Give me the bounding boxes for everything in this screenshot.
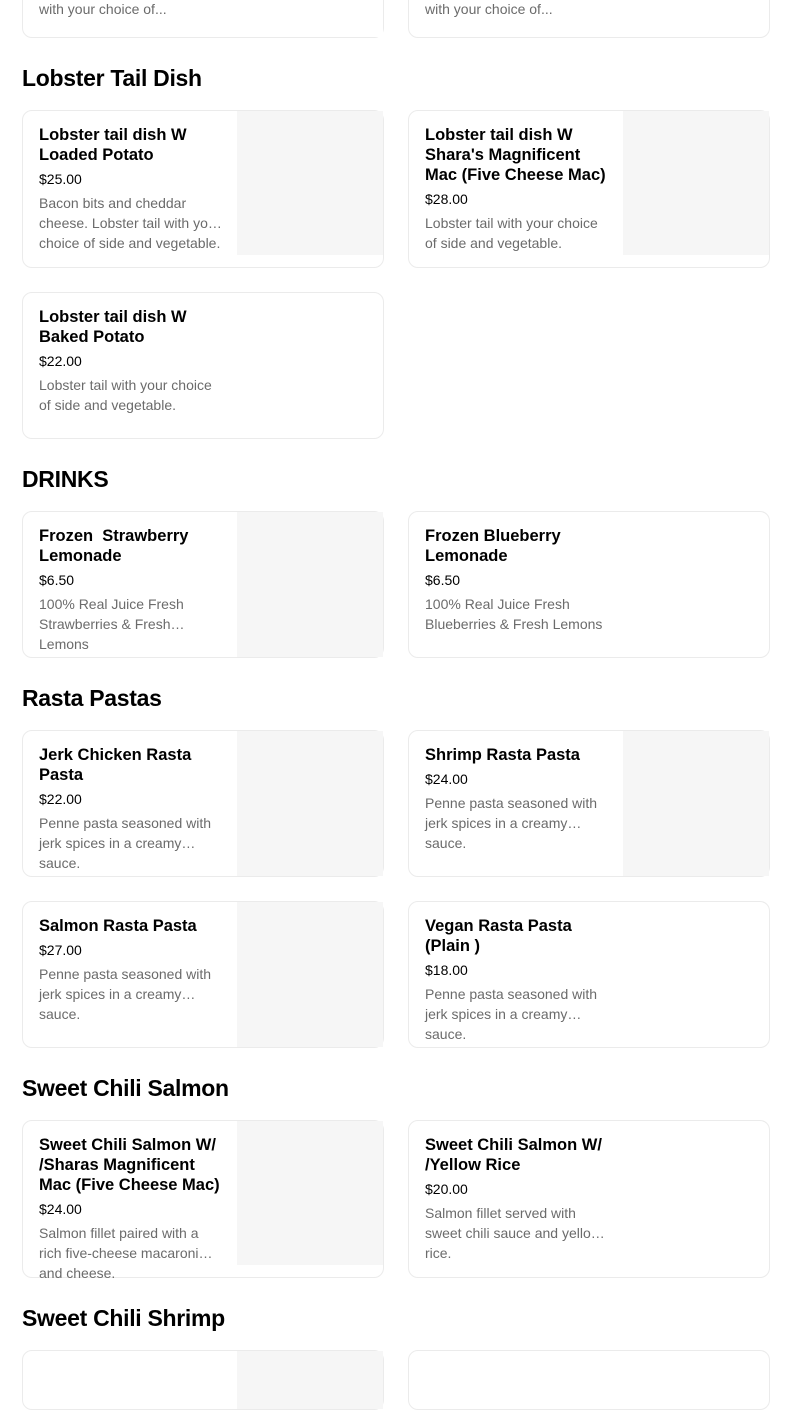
menu-item-card[interactable] xyxy=(22,1350,384,1410)
item-name: Shrimp Rasta Pasta xyxy=(425,746,580,764)
item-name: Lobster tail dish W Baked Potato xyxy=(39,308,192,346)
item-price: $24.00 xyxy=(425,771,468,787)
menu-item-card[interactable] xyxy=(22,511,384,658)
item-description: Penne pasta seasoned with jerk spices in a creamy sauce. xyxy=(425,795,598,851)
item-name: Lobster tail dish W Shara's Magnificent Mac (Five Cheese Mac) xyxy=(425,126,606,184)
item-image xyxy=(237,0,383,37)
item-description: 100% Real Juice Fresh Strawberries & Fresh Lemons xyxy=(39,596,184,652)
item-description: Penne pasta seasoned with jerk spices in a creamy sauce. xyxy=(39,815,212,871)
item-price: $6.50 xyxy=(425,572,461,588)
item-image xyxy=(237,902,383,1047)
item-price: $22.00 xyxy=(39,791,82,807)
section-title: Sweet Chili Salmon xyxy=(22,1075,229,1101)
item-price: $24.00 xyxy=(39,1201,82,1217)
item-image xyxy=(623,111,769,255)
item-description: 100% Real Juice Fresh Blueberries & Fresh Lemons xyxy=(425,596,603,632)
item-description: Lobster tail with your choice of side and vegetable. xyxy=(39,377,212,413)
item-description: Bacon bits and cheddar cheese. Lobster tail with your choice of side and vegetable. xyxy=(39,195,221,251)
menu-item-card[interactable] xyxy=(22,730,384,877)
item-description: with your choice of... xyxy=(39,1,167,17)
menu-item-card[interactable] xyxy=(22,292,384,439)
section-title: Rasta Pastas xyxy=(22,685,162,711)
menu-item-card[interactable] xyxy=(22,0,384,38)
item-description: Penne pasta seasoned with jerk spices in a creamy sauce. xyxy=(39,966,212,1022)
item-description: with your choice of... xyxy=(425,1,553,17)
item-description: Penne pasta seasoned with jerk spices in a creamy sauce. xyxy=(425,986,598,1042)
item-name: Sweet Chili Salmon W/ /Sharas Magnificent Mac (Five Cheese Mac) xyxy=(39,1136,221,1194)
item-image xyxy=(237,1351,383,1409)
item-name: Frozen Blueberry Lemonade xyxy=(425,527,566,565)
item-description: Lobster tail with your choice of side and vegetable. xyxy=(425,215,598,251)
menu-item-card[interactable] xyxy=(408,730,770,877)
menu-item-card[interactable] xyxy=(408,0,770,38)
section-title: Lobster Tail Dish xyxy=(22,65,202,91)
menu-item-card[interactable] xyxy=(22,110,384,268)
item-name: Jerk Chicken Rasta Pasta xyxy=(39,746,196,784)
section-title: DRINKS xyxy=(22,466,109,492)
menu-item-card[interactable] xyxy=(408,901,770,1048)
item-price: $25.00 xyxy=(39,171,82,187)
item-image xyxy=(237,731,383,876)
menu-item-card[interactable] xyxy=(22,1120,384,1281)
menu-item-card[interactable] xyxy=(408,110,770,268)
item-name: Vegan Rasta Pasta (Plain ) xyxy=(425,917,577,955)
item-image xyxy=(237,512,383,657)
item-name: Frozen Strawberry Lemonade xyxy=(39,527,194,565)
menu-item-card[interactable] xyxy=(408,511,770,658)
item-name: Salmon Rasta Pasta xyxy=(39,917,197,935)
item-image xyxy=(237,111,383,255)
menu-item-card[interactable] xyxy=(22,901,384,1048)
menu-item-card[interactable] xyxy=(408,1350,770,1410)
item-image xyxy=(623,731,769,876)
item-price: $22.00 xyxy=(39,353,82,369)
item-price: $6.50 xyxy=(39,572,75,588)
item-price: $27.00 xyxy=(39,942,82,958)
item-description: Salmon fillet served with sweet chili sauce and yellow rice. xyxy=(425,1205,601,1261)
menu-item-card[interactable] xyxy=(408,1120,770,1278)
item-price: $18.00 xyxy=(425,962,468,978)
item-price: $20.00 xyxy=(425,1181,468,1197)
item-price: $28.00 xyxy=(425,191,468,207)
item-image xyxy=(237,1121,383,1265)
item-name: Lobster tail dish W Loaded Potato xyxy=(39,126,192,164)
section-title: Sweet Chili Shrimp xyxy=(22,1305,225,1331)
item-description: Salmon fillet paired with a rich five-cheese macaroni and cheese. xyxy=(39,1225,199,1281)
item-name: Sweet Chili Salmon W/ /Yellow Rice xyxy=(425,1136,607,1174)
